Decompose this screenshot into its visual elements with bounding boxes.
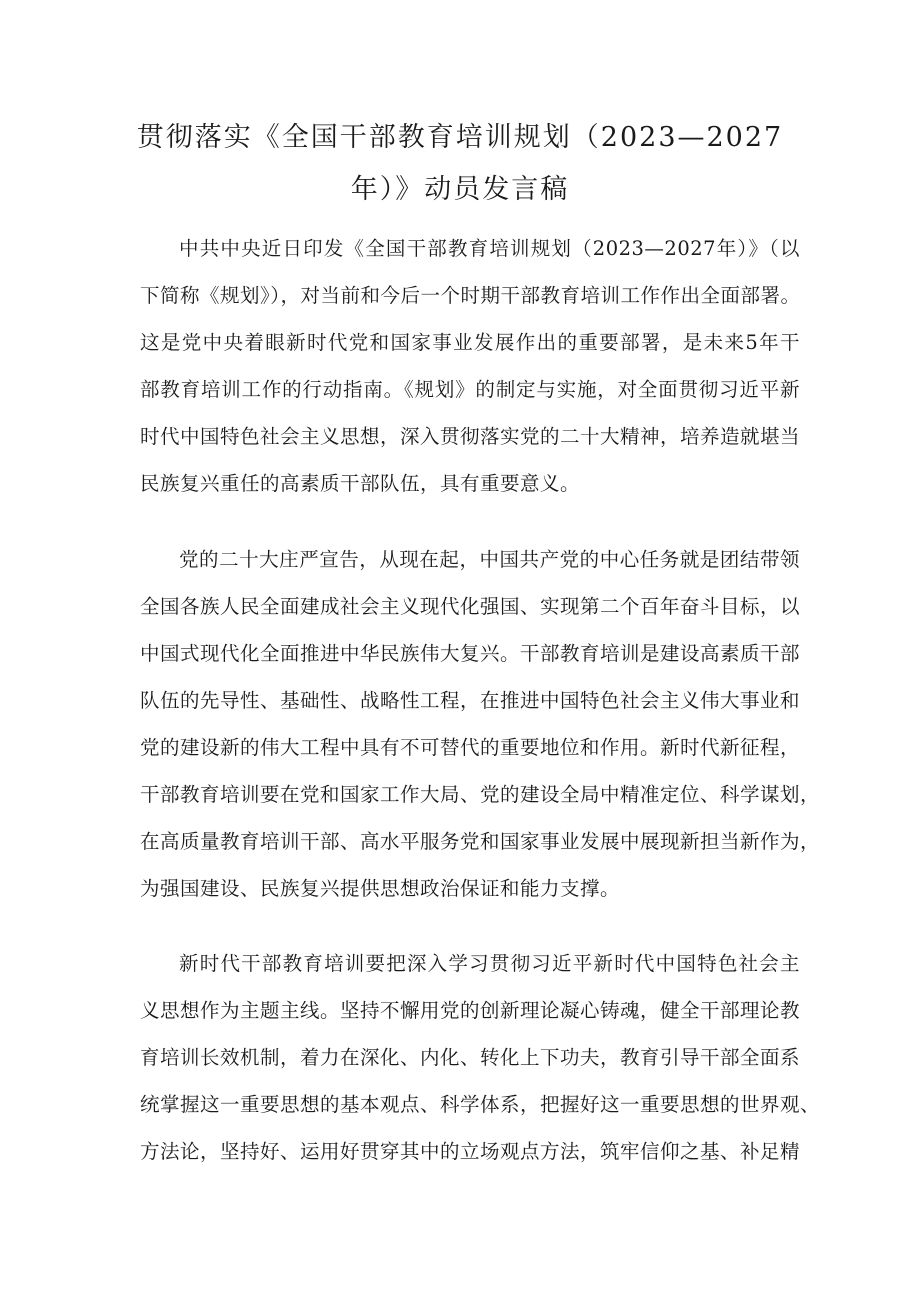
paragraph-line: 在高质量教育培训干部、高水平服务党和国家事业发展中展现新担当新作为， xyxy=(140,830,821,853)
paragraph-line: 队伍的先导性、基础性、战略性工程，在推进中国特色社会主义伟大事业和 xyxy=(140,689,801,712)
paragraph-line: 党的建设新的伟大工程中具有不可替代的重要地位和作用。新时代新征程， xyxy=(140,736,801,759)
paragraph-line: 新时代干部教育培训要把深入学习贯彻习近平新时代中国特色社会主 xyxy=(179,952,800,975)
paragraph-line: 育培训长效机制，着力在深化、内化、转化上下功夫，教育引导干部全面系 xyxy=(140,1046,801,1069)
document-title xyxy=(120,112,800,216)
paragraph-line: 党的二十大庄严宣告，从现在起，中国共产党的中心任务就是团结带领 xyxy=(179,548,800,571)
paragraph-line: 部教育培训工作的行动指南。《规划》的制定与实施，对全面贯彻习近平新 xyxy=(140,378,800,401)
title-line: 贯彻落实《全国干部教育培训规划（2023—2027 xyxy=(136,122,784,153)
paragraph-line: 干部教育培训要在党和国家工作大局、党的建设全局中精准定位、科学谋划， xyxy=(140,783,821,806)
paragraph-line: 这是党中央着眼新时代党和国家事业发展作出的重要部署，是未来5年干 xyxy=(140,331,800,354)
paragraph-line: 统掌握这一重要思想的基本观点、科学体系，把握好这一重要思想的世界观、 xyxy=(140,1093,821,1116)
paragraph-line: 中国式现代化全面推进中华民族伟大复兴。干部教育培训是建设高素质干部 xyxy=(140,642,801,665)
paragraph-line: 中共中央近日印发《全国干部教育培训规划（2023—2027年）》（以 xyxy=(179,237,800,260)
title-line: 年）》动员发言稿 xyxy=(350,174,570,205)
paragraph-line: 民族复兴重任的高素质干部队伍，具有重要意义。 xyxy=(140,472,581,495)
paragraph xyxy=(140,225,800,507)
paragraph xyxy=(140,536,821,912)
paragraph-line: 方法论，坚持好、运用好贯穿其中的立场观点方法，筑牢信仰之基、补足精 xyxy=(140,1140,801,1163)
paragraph-line: 为强国建设、民族复兴提供思想政治保证和能力支撑。 xyxy=(140,877,621,900)
paragraph-line: 下简称《规划》），对当前和今后一个时期干部教育培训工作作出全面部署。 xyxy=(140,284,801,307)
paragraph-line: 义思想作为主题主线。坚持不懈用党的创新理论凝心铸魂，健全干部理论教 xyxy=(140,999,801,1022)
paragraph-line: 全国各族人民全面建成社会主义现代化强国、实现第二个百年奋斗目标，以 xyxy=(140,595,801,618)
paragraph xyxy=(140,940,821,1175)
paragraph-line: 时代中国特色社会主义思想，深入贯彻落实党的二十大精神，培养造就堪当 xyxy=(140,425,801,448)
